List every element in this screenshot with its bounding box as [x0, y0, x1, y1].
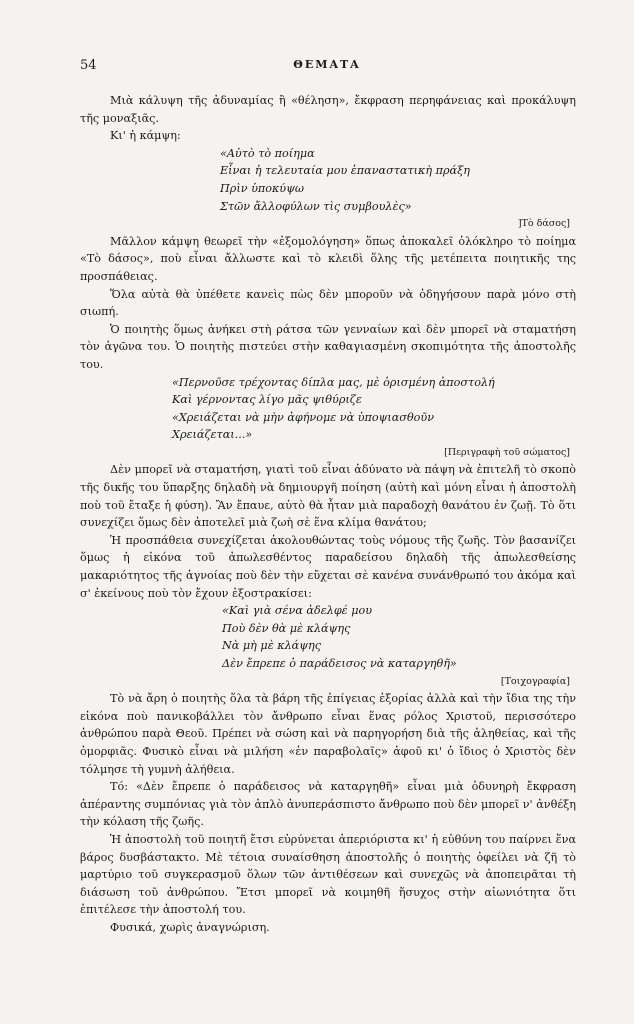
paragraph-10: Ἡ ἀποστολὴ τοῦ ποιητῆ ἔτσι εὐρύνεται ἀπεριόριστα κι' ἡ εὐθύνη του παίρνει ἕνα βάρος δυσβάστακτο. Μὲ τέτοια συναίσθηση ἀποστολῆς ὁ ποιητὴς ὀφείλει νὰ ζῆ τὸ μαρτύριο τοῦ συγκερασμοῦ ὅλων τῶν ἀντιθέσεων καὶ συνεχῶς νὰ ἀποπειρᾶται τὴ διάσωση τοῦ ἀνθρώπου. Ἔτσι μπορεῖ νὰ κοιμηθῆ ἥσυχος στὴν αἰωνιότητα ὅτι ἐπιτέλεσε τὴν ἀποστολή του.: [80, 832, 576, 917]
paragraph-8: Τὸ νὰ ἄρη ὁ ποιητὴς ὅλα τὰ βάρη τῆς ἐπίγειας ἐξορίας ἀλλὰ καὶ τὴν ἴδια της τὴν εἰκόνα ποὺ πανικοβάλλει τὸν ἄνθρωπο εἶναι ἕνας ρόλος Χριστοῦ, περισσότερο ἀνθρώπου παρὰ Θεοῦ. Πρέπει νὰ σώση καὶ νὰ παρηγορήση διὰ τῆς ἀληθείας, καὶ τῆς ὀμορφιᾶς. Φυσικὸ εἶναι νὰ μιλήση «ἐν παραβολαῖς» ἀφοῦ κι' ὁ ἴδιος ὁ Χριστὸς δὲν τόλμησε τὴ γυμνὴ ἀλήθεια.: [80, 692, 576, 776]
paragraph-4: Ὅλα αὐτὰ θὰ ὑπέθετε κανεὶς πὼς δὲν μποροῦν νὰ ὁδηγήσουν παρὰ μόνο στὴ σιωπή.: [80, 287, 576, 319]
poem-line: «Αὐτὸ τὸ ποίημα: [220, 146, 315, 160]
poem-line: Νὰ μὴ μὲ κλάψης: [222, 639, 321, 653]
poem-line: Καὶ γέρνοντας λίγο μᾶς ψιθύριζε: [172, 393, 362, 407]
paragraph-6: Δὲν μπορεῖ νὰ σταματήση, γιατὶ τοῦ εἶναι ἀδύνατο νὰ πάψη νὰ ἐπιτελῆ τὸ σκοπὸ τῆς δικῆς του ὕπαρξης δηλαδὴ νὰ δημιουργῆ ποίηση (αὐτὴ καὶ μόνη εἶναι ἡ ἀποστολὴ ποὺ τοῦ ἔταξε ἡ φύση). Ἂν ἔπαυε, αὐτὸ θὰ ἦταν μιὰ παραδοχὴ θανάτου ἐν ζωῇ. Τὸ ὅτι συνεχίζει ὅμως δὲν ἀποτελεῖ μιὰ ζωὴ σὲ ἕνα κλίμα θανάτου;: [80, 463, 576, 530]
paragraph-2: Κι' ἡ κάμψη:: [110, 129, 181, 143]
poem-line: «Χρειάζεται νὰ μὴν ἀφήνομε νὰ ὑποψιασθοῦν: [172, 410, 435, 424]
paragraph-11: Φυσικά, χωρὶς ἀναγνώριση.: [110, 920, 270, 934]
source-citation-3: [Τοιχογραφία]: [500, 675, 570, 687]
source-citation-2: [Περιγραφὴ τοῦ σώματος]: [444, 446, 570, 458]
poem-line: Δὲν ἔπρεπε ὁ παράδεισος νὰ καταργηθῆ»: [222, 657, 457, 670]
poem-line: Πρὶν ὑποκύψω: [220, 181, 304, 195]
poem-line: «Καὶ γιὰ σένα ἀδελφέ μου: [222, 604, 373, 618]
paragraph-9: [80, 778, 576, 831]
poem-line: Εἶναι ἡ τελευταία μου ἐπαναστατικὴ πράξη: [220, 164, 470, 178]
paragraph-9-text: «Δὲν ἔπρεπε ὁ παράδεισος νὰ καταργηθῆ» εἶναι μιὰ ὀδυνηρὴ ἔκφραση ἀπέραντης συμπόνιας γιὰ τὸν ἁπλὸ ἀνυπεράσπιστο ἄνθρωπο ποὺ δὲν μπορεῖ ν' ἀνθέξη τὴν κόλαση τῆς ζωῆς.: [80, 780, 576, 829]
poem-line: Στῶν ἄλλοφύλων τὶς συμβουλὲς»: [220, 199, 412, 213]
source-citation-1: ]Τὸ δάσος]: [517, 218, 570, 230]
page-number: 54: [80, 58, 97, 73]
paragraph-3: Μᾶλλον κάμψη θεωρεῖ τὴν «ἐξομολόγηση» ὅπως ἀποκαλεῖ ὁλόκληρο τὸ ποίημα «Τὸ δάσος», ποὺ εἶναι ἄλλωστε καὶ τὸ κλειδὶ ὅλης τῆς μετέπειτα ποιητικῆς της προσπάθειας.: [80, 234, 576, 283]
page-header: [80, 58, 574, 74]
poem-quote-1: [220, 145, 576, 215]
poem-quote-2: [172, 374, 576, 444]
paragraph-9-label: Τό:: [110, 780, 128, 794]
paragraph-7: Ἡ προσπάθεια συνεχίζεται ἀκολουθώντας τοὺς νόμους τῆς ζωῆς. Τὸν βασανίζει ὅμως ἡ εἰκόνα τοῦ ἀπωλεσθέντος παραδείσου δηλαδὴ τῆς ἀπωλεσθείσης μακαριότητος τῆς ἀγνοίας ποὺ δὲν τὴν εὔχεται σὲ κανένα συνάνθρωπό του ἀκόμα καὶ σ' ἐκείνους ποὺ τὸν ἔχουν ἐξοστρακίσει:: [80, 533, 576, 600]
poem-line: Ποὺ δὲν θὰ μὲ κλάψης: [222, 621, 351, 635]
paragraph-5: Ὁ ποιητὴς ὅμως ἀνήκει στὴ ράτσα τῶν γενναίων καὶ δὲν μπορεῖ νὰ σταματήση τὸν ἀγῶνα του. Ὁ ποιητὴς πιστεύει στὴν καθαγιασμένη σκοπιμότητα τῆς ἀποστολῆς του.: [80, 322, 576, 371]
running-head: ΘΕΜΑΤΑ: [293, 58, 361, 71]
poem-line: «Περνοῦσε τρέχοντας δίπλα μας, μὲ ὁρισμένη ἀποστολή: [172, 375, 495, 389]
page-body: [80, 92, 576, 937]
poem-quote-3: [222, 602, 576, 672]
poem-line: Χρειάζεται...»: [172, 428, 253, 442]
paragraph-1: Μιὰ κάλυψη τῆς ἀδυναμίας ἢ «θέληση», ἔκφραση περηφάνειας καὶ προκάλυψη τῆς μοναξιᾶς.: [80, 94, 576, 125]
